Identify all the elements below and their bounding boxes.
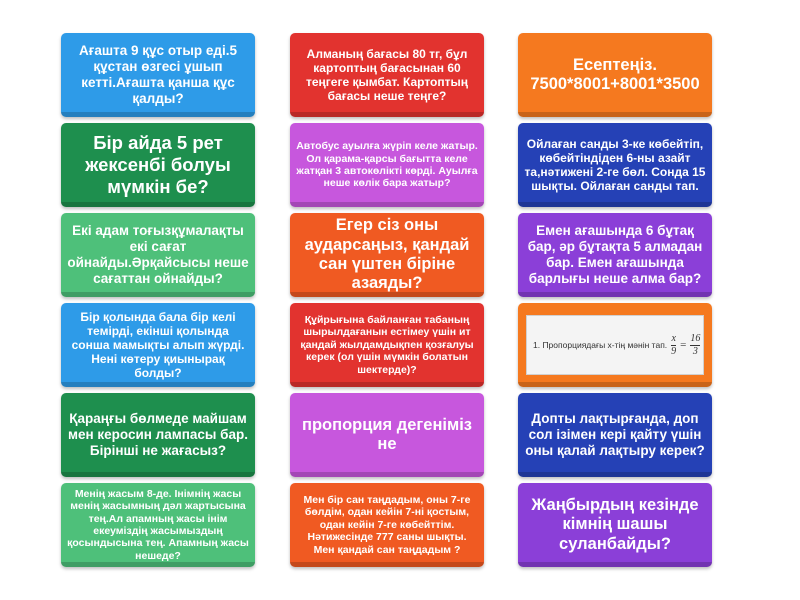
fraction-right xyxy=(690,334,700,357)
card-5[interactable] xyxy=(290,123,484,207)
card-7[interactable] xyxy=(61,213,255,297)
card-6[interactable] xyxy=(518,123,712,207)
card-12-image[interactable] xyxy=(518,303,712,387)
card-15-text: Допты лақтырғанда, доп сол ізімен кері қайту үшін оны қалай лақтыру керек? xyxy=(525,411,705,458)
card-2[interactable] xyxy=(290,33,484,117)
card-2-text: Алманың бағасы 80 тг, бұл картоптың бағасынан 60 теңгеге қымбат. Картоптың бағасы неше теңге? xyxy=(305,46,468,104)
fraction-right-numerator: 16 xyxy=(690,332,701,344)
card-9-text: Емен ағашында 6 бұтақ бар, әр бұтақта 5 алмадан бар. Емен ағашында барлығы неше алма бар? xyxy=(527,223,703,286)
card-8[interactable] xyxy=(290,213,484,297)
card-18[interactable] xyxy=(518,483,712,567)
card-16[interactable] xyxy=(61,483,255,567)
card-17-text: Мен бір сан таңдадым, оны 7-ге бөлдім, одан кейін 7-ні қостым, одан кейін 7-ге көбейттім. Нәтижесінде 777 саны шықты. Мен қандай сан таңдадым ? xyxy=(303,494,471,556)
fraction-left-denominator: 9 xyxy=(671,345,677,357)
card-5-text: Автобус ауылға жүріп келе жатыр. Ол қарама-қарсы бағытта келе жатқан 3 автокөлікті көрді. Ауылға неше көлік бара жатыр? xyxy=(296,140,478,190)
card-10-text: Бір қолында бала бір келі темірді, екінші қолында сонша мамықты алып жүрді. Нені көтеру қиынырақ болды? xyxy=(71,309,245,381)
card-14-text: пропорция дегеніміз не xyxy=(302,415,472,453)
card-1[interactable] xyxy=(61,33,255,117)
card-1-text: Ағашта 9 құс отыр еді.5 құстан өзгесі ұшып кетті.Ағашта қанша құс қалды? xyxy=(79,43,237,106)
card-14[interactable] xyxy=(290,393,484,477)
card-3[interactable] xyxy=(518,33,712,117)
formula-label: 1. Пропорциядағы x-тің мәнін тап. xyxy=(533,339,668,350)
card-8-text: Егер сіз оны аударсаңыз, қандай сан үштен біріне азаяды? xyxy=(304,216,470,293)
fraction-left xyxy=(671,334,676,357)
proportion-formula-image xyxy=(526,315,704,375)
card-17[interactable] xyxy=(290,483,484,567)
fraction-left-numerator: x xyxy=(671,332,676,344)
card-3-text: Есептеңіз. 7500*8001+8001*3500 xyxy=(530,55,700,93)
card-16-text: Менің жасым 8-де. Інімнің жасы менің жасымның дәл жартысына тең.Ал апамның жасы інім екеуміздің жасымыздың қосындысына тең. Апамның жасы нешеде? xyxy=(67,487,249,562)
card-9[interactable] xyxy=(518,213,712,297)
card-4-text: Бір айда 5 рет жексенбі болуы мүмкін бе? xyxy=(85,132,231,197)
card-11[interactable] xyxy=(290,303,484,387)
card-7-text: Екі адам тоғызқұмалақты екі сағат ойнайды.Әрқайсысы неше сағаттан ойнайды? xyxy=(67,223,249,286)
card-18-text: Жаңбырдың кезінде кімнің шашы суланбайды? xyxy=(531,495,699,553)
card-10[interactable] xyxy=(61,303,255,387)
card-11-text: Құйрығына байланған табаның шырылдағанын естімеу үшін ит қандай жылдамдықпен қозғалуы керек (ол үшін мүмкін болатын шектерде)? xyxy=(300,314,474,376)
card-6-text: Ойлаған санды 3-ке көбейтіп, көбейтіндіден 6-ны азайт та,нәтижені 2-ге бөл. Сонда 15 шықты. Ойлаған санды тап. xyxy=(524,136,706,194)
equals-sign: = xyxy=(680,338,687,351)
card-13[interactable] xyxy=(61,393,255,477)
fraction-right-denominator: 3 xyxy=(692,345,698,357)
card-13-text: Қараңғы бөлмеде майшам мен керосин лампасы бар. Бірінші не жағасыз? xyxy=(67,411,249,458)
card-15[interactable] xyxy=(518,393,712,477)
card-4[interactable] xyxy=(61,123,255,207)
